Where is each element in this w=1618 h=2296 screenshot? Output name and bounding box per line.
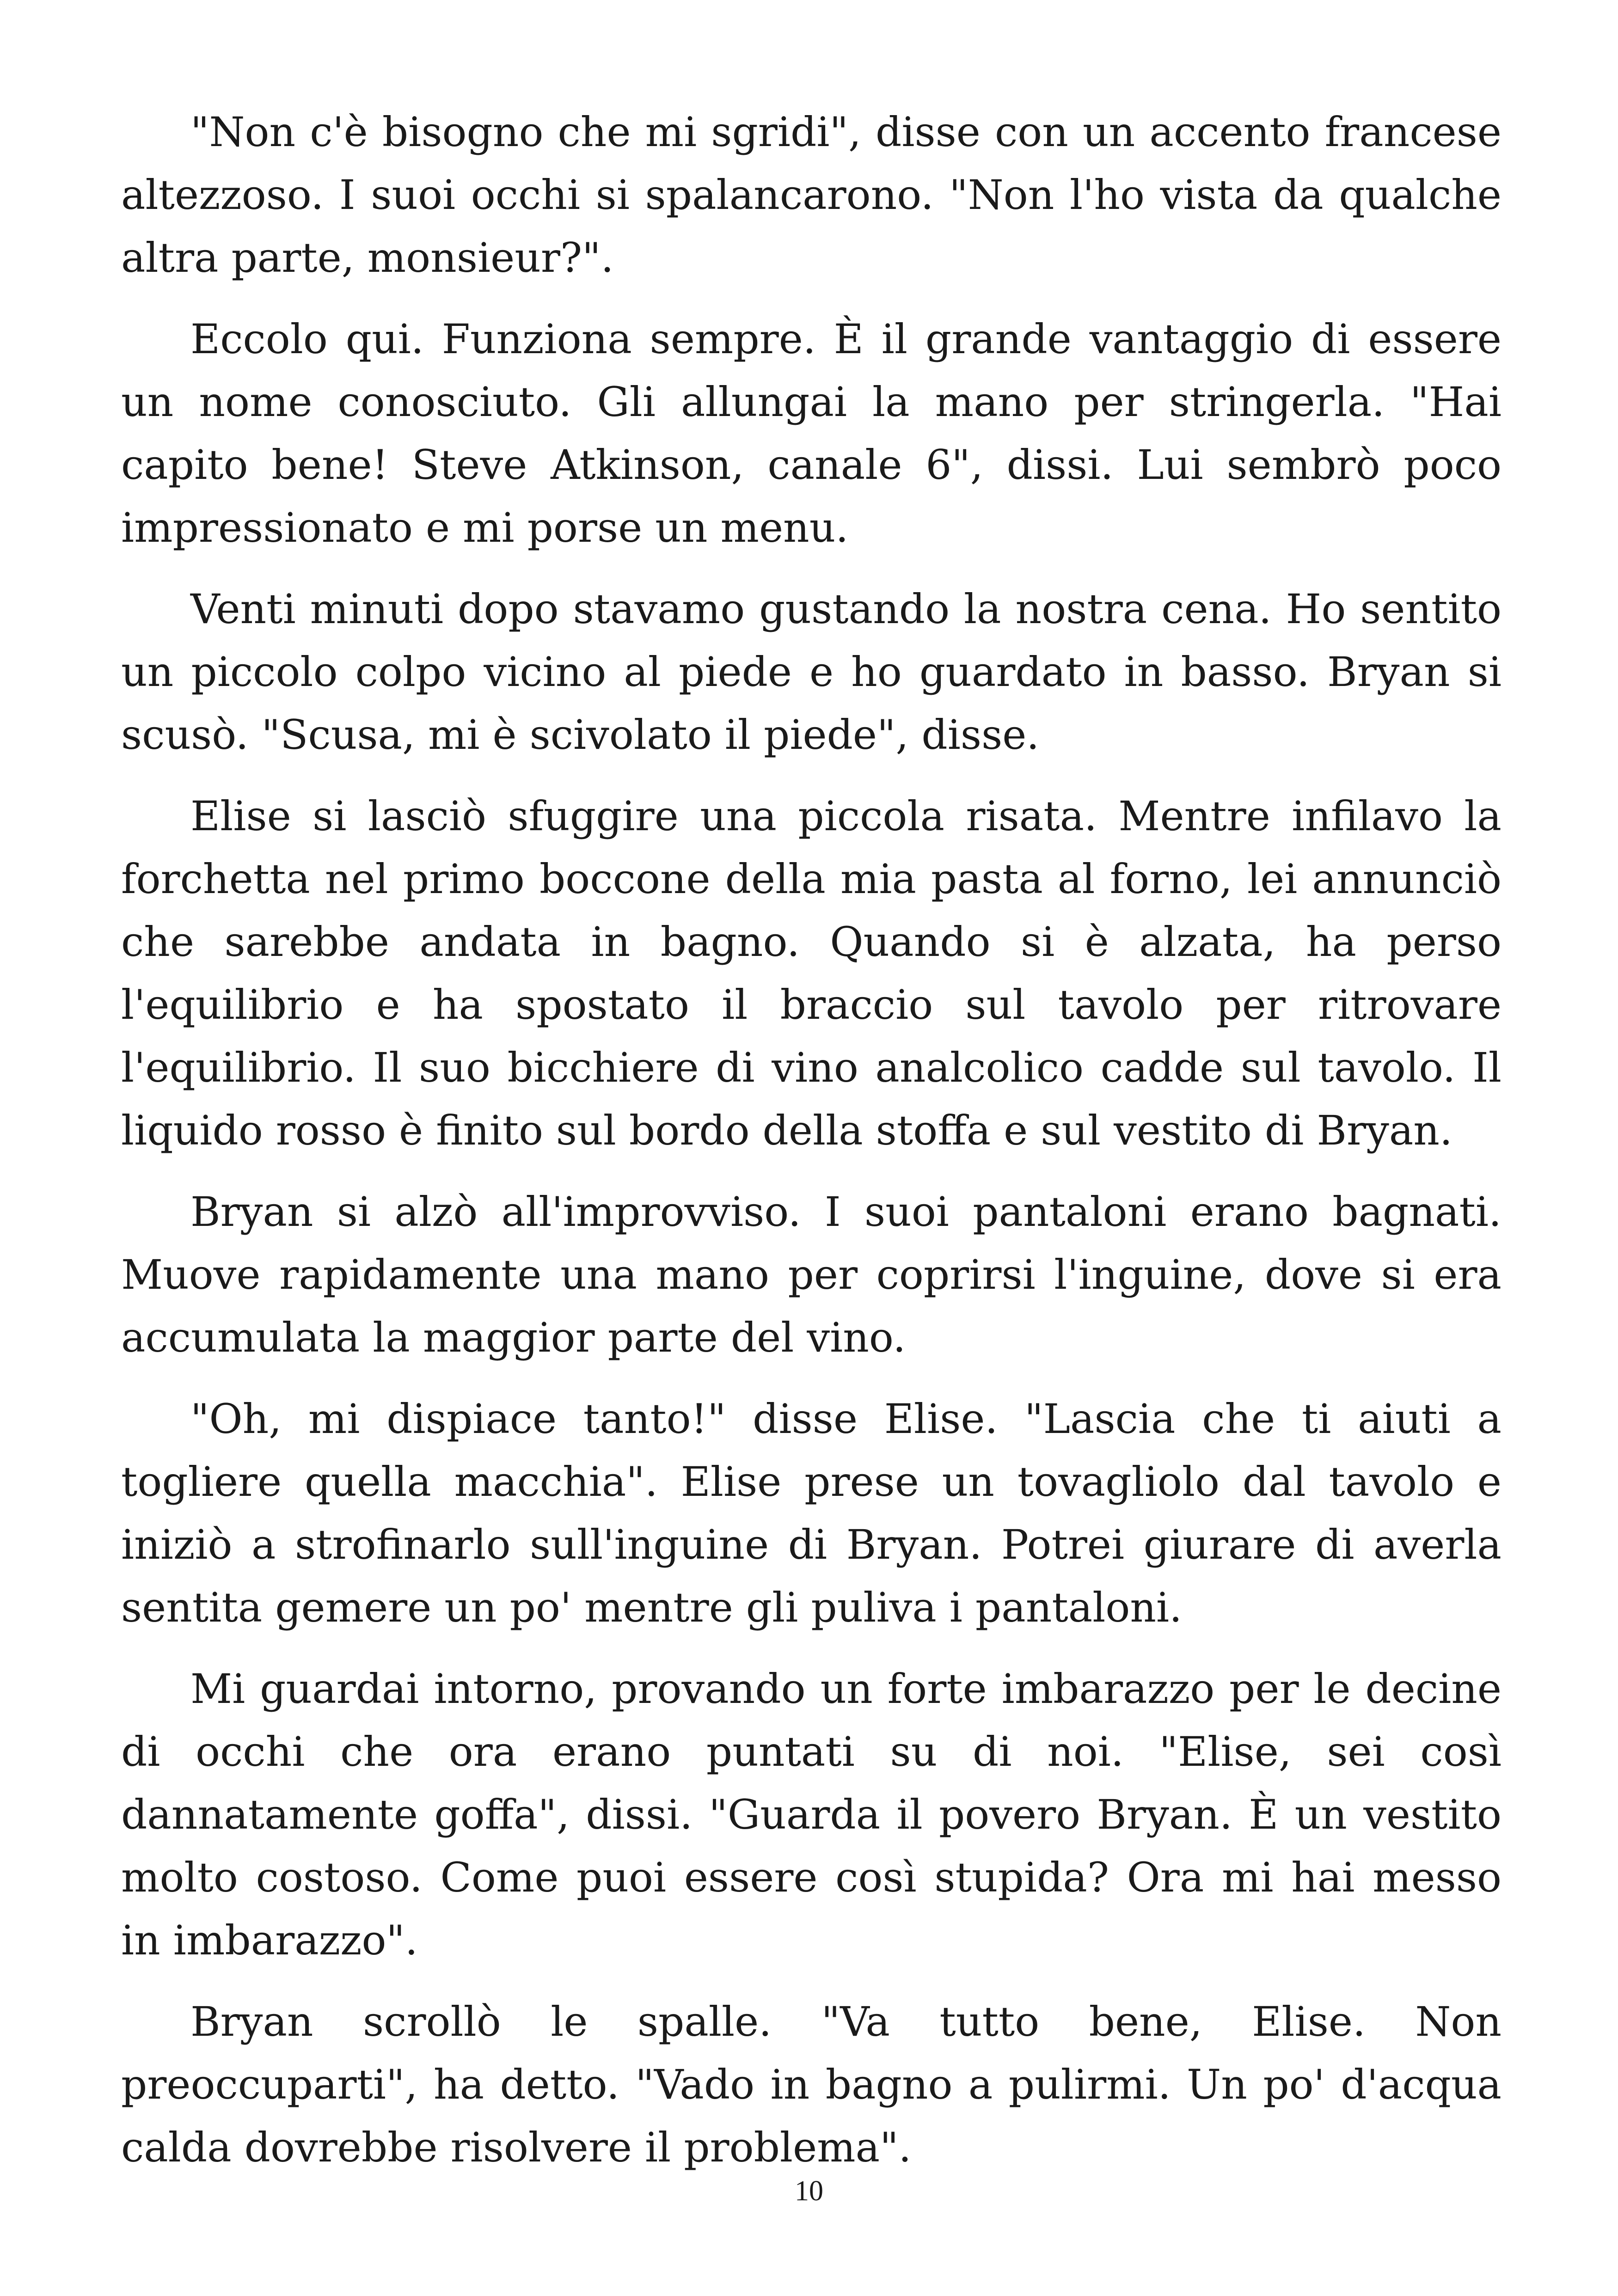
paragraph: "Oh, mi dispiace tanto!" disse Elise. "Lascia che ti aiuti a togliere quella macchia". Elise prese un tovagliolo dal tavolo e iniziò a strofinarlo sull'inguine di Bryan. Potrei giurare di averla sentita gemere un po' mentre gli puliva i pantaloni. <box>121 1395 1502 1631</box>
paragraph: Mi guardai intorno, provando un forte imbarazzo per le decine di occhi che ora erano puntati su di noi. "Elise, sei così dannatamente goffa", dissi. "Guarda il povero Bryan. È un vestito molto costoso. Come puoi essere così stupida? Ora mi hai messo in imbarazzo". <box>121 1665 1502 1964</box>
paragraph: Eccolo qui. Funziona sempre. È il grande vantaggio di essere un nome conosciuto. Gli allungai la mano per stringerla. "Hai capito bene! Steve Atkinson, canale 6", dissi. Lui sembrò poco impressionato e mi porse un menu. <box>121 315 1502 551</box>
body-text <box>121 101 1502 2198</box>
paragraph: "Non c'è bisogno che mi sgridi", disse con un accento francese altezzoso. I suoi occhi si spalancarono. "Non l'ho vista da qualche altra parte, monsieur?". <box>121 108 1502 282</box>
page-number: 10 <box>795 2175 823 2207</box>
paragraph: Venti minuti dopo stavamo gustando la nostra cena. Ho sentito un piccolo colpo vicino al piede e ho guardato in basso. Bryan si scusò. "Scusa, mi è scivolato il piede", disse. <box>121 585 1502 759</box>
paragraph: Elise si lasciò sfuggire una piccola risata. Mentre infilavo la forchetta nel primo boccone della mia pasta al forno, lei annunciò che sarebbe andata in bagno. Quando si è alzata, ha perso l'equilibrio e ha spostato il braccio sul tavolo per ritrovare l'equilibrio. Il suo bicchiere di vino analcolico cadde sul tavolo. Il liquido rosso è finito sul bordo della stoffa e sul vestito di Bryan. <box>121 792 1502 1154</box>
paragraph: Bryan scrollò le spalle. "Va tutto bene, Elise. Non preoccuparti", ha detto. "Vado in bagno a pulirmi. Un po' d'acqua calda dovrebbe risolvere il problema". <box>121 1998 1502 2171</box>
paragraph: Bryan si alzò all'improvviso. I suoi pantaloni erano bagnati. Muove rapidamente una mano per coprirsi l'inguine, dove si era accumulata la maggior parte del vino. <box>121 1188 1502 1361</box>
